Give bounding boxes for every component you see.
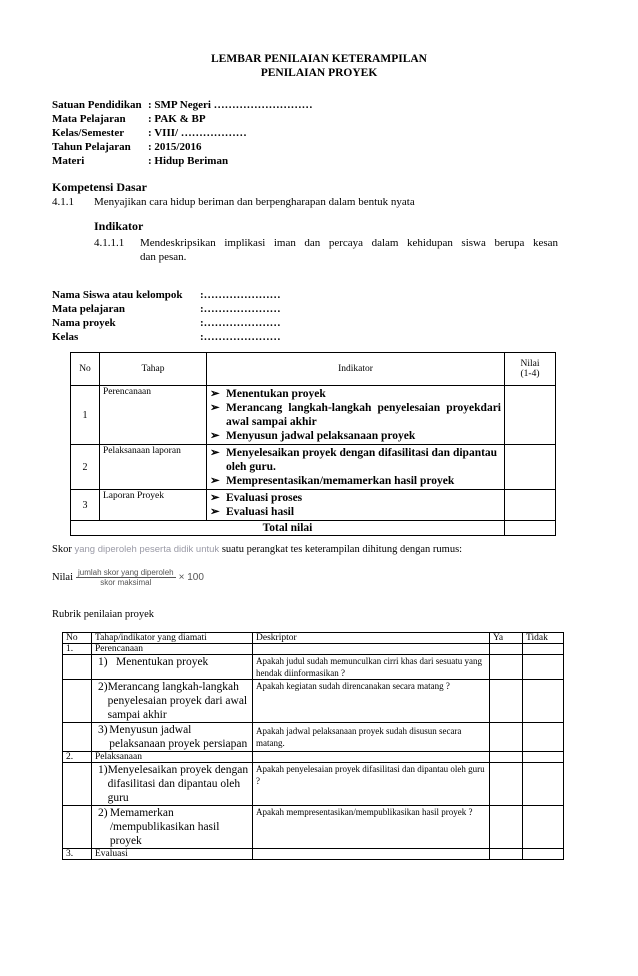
document-subtitle: PENILAIAN PROYEK [260,67,378,79]
meta-key: Satuan Pendidikan [52,99,142,111]
rubric-table [62,632,564,860]
student-row [52,316,281,330]
list-item: ➢ Evaluasi hasil [210,506,295,518]
formula-denominator: skor maksimal [100,578,152,587]
rubric-section-row [63,644,564,655]
row-no: 1 [71,386,100,445]
list-item: ➢ Menyusun jadwal pelaksanaan proyek [210,430,416,442]
row-nilai [505,386,556,445]
section-no: 3. [63,849,92,860]
meta-key: Materi [52,155,85,167]
table-row [71,445,556,490]
rubric-col-tidak: Tidak [523,633,564,644]
student-key: Kelas [52,331,79,343]
section-no: 2. [63,752,92,763]
list-item: ➢ Menyelesaikan proyek dengan difasilitasi dan dipantau oleh guru. [210,447,498,473]
rubric-item: 3) Menyusun jadwal pelaksanaan proyek persiapan [92,723,253,752]
document-title: LEMBAR PENILAIAN KETERAMPILAN [211,53,427,65]
skor-suffix: suatu perangkat tes keterampilan dihitung dengan rumus: [221,544,463,555]
meta-key: Tahun Pelajaran [52,141,131,153]
formula-fraction [76,568,176,587]
indikator-number: 4.1.1.1 [94,237,125,249]
formula-multiplier: × 100 [178,572,204,583]
col-no: No [71,353,100,386]
student-row [52,288,281,302]
rubric-ya-cell[interactable] [490,806,523,849]
col-nilai-line1: Nilai [520,359,540,369]
arrow-icon: ➢ [210,506,220,518]
row-no: 3 [71,490,100,521]
rubric-item: 1) Menentukan proyek [92,655,253,680]
table-row [71,386,556,445]
arrow-icon: ➢ [210,492,220,504]
rubric-item-row [63,723,564,752]
rubric-tidak-cell[interactable] [523,655,564,680]
list-item: ➢ Evaluasi proses [210,492,303,504]
indikator-text-line1: Mendeskripsikan implikasi iman dan percaya dalam kehidupan siswa berupa kesan [140,237,558,249]
meta-row [52,126,313,140]
rubric-item: 2) Memamerkan /mempublikasikan hasil proyek [92,806,253,849]
meta-row [52,154,313,168]
list-item: ➢ Mempresentasikan/memamerkan hasil proyek [210,475,455,487]
meta-row [52,98,313,112]
rubric-item: 1) Menyelesaikan proyek dengan difasilitasi dan dipantau oleh guru [92,763,253,806]
skor-prefix: Skor [52,544,72,555]
kompetensi-heading: Kompetensi Dasar [52,180,147,194]
rubric-item-row [63,655,564,680]
rubric-section-row [63,752,564,763]
rubric-ya-cell[interactable] [490,723,523,752]
rubric-descriptor: Apakah judul sudah memunculkan cirri khas dari sesuatu yang hendak diinformasikan ? [253,655,490,680]
student-value: :………………… [200,331,281,343]
kompetensi-text: Menyajikan cara hidup beriman dan berpengharapan dalam bentuk nyata [94,196,415,208]
list-item: ➢ Merancang langkah-langkah penyelesaian proyekdari awal sampai akhir [210,402,501,428]
student-value: :………………… [200,289,281,301]
row-nilai [505,445,556,490]
skor-sentence [52,543,462,557]
col-indikator: Indikator [207,353,505,386]
rubric-ya-cell[interactable] [490,655,523,680]
rubric-descriptor: Apakah mempresentasikan/mempublikasikan hasil proyek ? [253,806,490,849]
arrow-icon: ➢ [210,402,220,414]
arrow-icon: ➢ [210,430,220,442]
section-name: Perencanaan [92,644,253,655]
arrow-icon: ➢ [210,388,220,400]
meta-key: Kelas/Semester [52,127,125,139]
rubric-col-deskriptor: Deskriptor [253,633,490,644]
meta-value: : SMP Negeri ……………………… [148,99,313,111]
student-row [52,302,281,316]
rubric-descriptor: Apakah jadwal pelaksanaan proyek sudah disusun secara matang. [253,723,490,752]
student-block [52,288,281,344]
rubric-col-no: No [63,633,92,644]
assessment-table [70,352,556,536]
table-header-row [71,353,556,386]
col-nilai-line2: (1-4) [520,369,540,379]
total-row [71,521,556,536]
rubric-header-row [63,633,564,644]
row-indikator [207,445,505,490]
rubric-tidak-cell[interactable] [523,806,564,849]
rubric-col-indikator: Tahap/indikator yang diamati [92,633,253,644]
formula-numerator: jumlah skor yang diperoleh [78,568,174,577]
arrow-icon: ➢ [210,475,220,487]
student-value: :………………… [200,317,281,329]
student-row [52,330,281,344]
student-key: Nama Siswa atau kelompok [52,289,183,301]
row-no: 2 [71,445,100,490]
skor-faded: yang diperoleh peserta didik untuk [74,544,220,555]
rubric-ya-cell[interactable] [490,763,523,806]
student-value: :………………… [200,303,281,315]
arrow-icon: ➢ [210,447,220,459]
indikator-text-line2: dan pesan. [140,251,187,263]
row-tahap: Perencanaan [100,386,207,445]
rubric-descriptor: Apakah penyelesaian proyek difasilitasi dan dipantau oleh guru ? [253,763,490,806]
section-no: 1. [63,644,92,655]
formula-label: Nilai [52,572,73,583]
rubric-tidak-cell[interactable] [523,763,564,806]
row-indikator [207,490,505,521]
indikator-heading: Indikator [94,219,144,233]
meta-key: Mata Pelajaran [52,113,126,125]
total-label: Total nilai [71,521,505,536]
total-value [505,521,556,536]
row-indikator [207,386,505,445]
table-row [71,490,556,521]
row-nilai [505,490,556,521]
student-key: Nama proyek [52,317,116,329]
row-tahap: Pelaksanaan laporan [100,445,207,490]
col-tahap: Tahap [100,353,207,386]
kompetensi-number: 4.1.1 [52,196,74,208]
formula [52,568,204,587]
col-nilai [505,353,556,386]
rubric-item: 2) Merancang langkah-langkah penyelesaian proyek dari awal sampai akhir [92,680,253,723]
row-tahap: Laporan Proyek [100,490,207,521]
rubric-col-ya: Ya [490,633,523,644]
meta-value: : 2015/2016 [148,141,202,153]
section-name: Pelaksanaan [92,752,253,763]
rubric-item-row [63,763,564,806]
list-item: ➢ Menentukan proyek [210,388,326,400]
meta-row [52,112,313,126]
rubric-section-row [63,849,564,860]
rubric-tidak-cell[interactable] [523,723,564,752]
meta-value: : PAK & BP [148,113,206,125]
meta-block [52,98,313,168]
rubrik-title: Rubrik penilaian proyek [52,609,155,620]
meta-value: : VIII/ ……………… [148,127,247,139]
rubric-ya-cell[interactable] [490,680,523,723]
meta-value: : Hidup Beriman [148,155,229,167]
rubric-item-row [63,680,564,723]
rubric-tidak-cell[interactable] [523,680,564,723]
rubric-item-row [63,806,564,849]
section-name: Evaluasi [92,849,253,860]
meta-row [52,140,313,154]
student-key: Mata pelajaran [52,303,126,315]
rubric-descriptor: Apakah kegiatan sudah direncanakan secara matang ? [253,680,490,723]
